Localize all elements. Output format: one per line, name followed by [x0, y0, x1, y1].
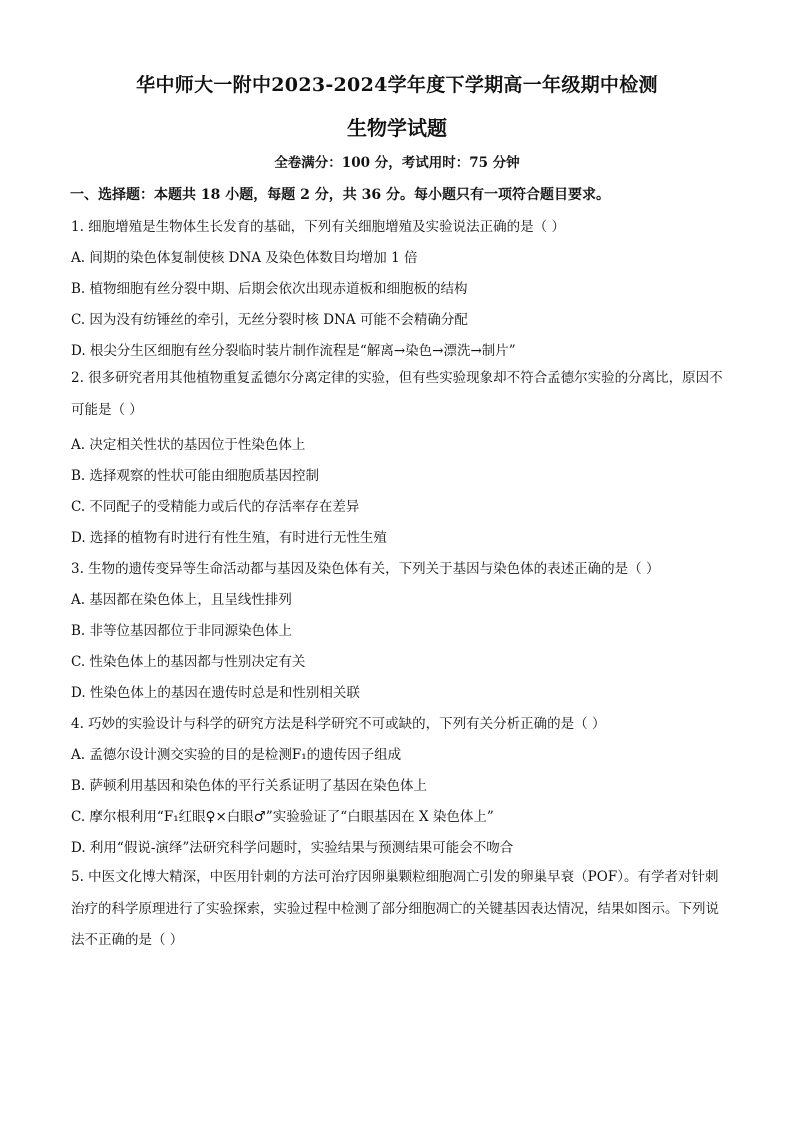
- option-item: C. 性染色体上的基因都与性别决定有关: [71, 654, 306, 670]
- exam-meta: 全卷满分：100 分，考试用时：75 分钟: [274, 155, 520, 171]
- option-item: B. 选择观察的性状可能由细胞质基因控制: [71, 468, 320, 484]
- question-stem: 2. 很多研究者用其他植物重复孟德尔分离定律的实验，但有些实验现象却不符合孟德尔实验的分离比，原因不可能是（ ）: [71, 370, 723, 418]
- page-title: 华中师大一附中2023-2024学年度下学期高一年级期中检测: [136, 74, 658, 96]
- option-item: C. 摩尔根利用“F₁红眼♀×白眼♂”实验验证了“白眼基因在 X 染色体上”: [71, 809, 494, 825]
- option-item: C. 因为没有纺锤丝的牵引，无丝分裂时核 DNA 可能不会精确分配: [71, 312, 468, 328]
- option-item: B. 植物细胞有丝分裂中期、后期会依次出现赤道板和细胞板的结构: [71, 281, 468, 297]
- option-item: A. 孟德尔设计测交实验的目的是检测F₁的遗传因子组成: [71, 747, 402, 763]
- option-item: B. 萨顿利用基因和染色体的平行关系证明了基因在染色体上: [71, 778, 428, 794]
- option-item: A. 间期的染色体复制使核 DNA 及染色体数目均增加 1 倍: [71, 250, 418, 266]
- option-item: D. 性染色体上的基因在遗传时总是和性别相关联: [71, 685, 360, 701]
- option-item: D. 根尖分生区细胞有丝分裂临时装片制作流程是“解离→染色→漂洗→制片”: [71, 343, 516, 359]
- section-heading: 一、选择题：本题共 18 小题，每题 2 分，共 36 分。每小题只有一项符合题目要求。: [70, 187, 610, 203]
- option-item: D. 利用“假说-演绎”法研究科学问题时，实验结果与预测结果可能会不吻合: [71, 840, 514, 856]
- option-item: D. 选择的植物有时进行有性生殖，有时进行无性生殖: [71, 530, 387, 546]
- option-item: C. 不同配子的受精能力或后代的存活率存在差异: [71, 499, 360, 515]
- question-stem: 4. 巧妙的实验设计与科学的研究方法是科学研究不可或缺的，下列有关分析正确的是（ ）: [71, 716, 606, 732]
- question-stem: 3. 生物的遗传变异等生命活动都与基因及染色体有关，下列关于基因与染色体的表述正确的是（ ）: [71, 561, 660, 577]
- option-item: B. 非等位基因都位于非同源染色体上: [71, 623, 293, 639]
- question-stem: 5. 中医文化博大精深，中医用针刺的方法可治疗因卵巢颗粒细胞凋亡引发的卵巢早衰（POF）。有学者对针刺治疗的科学原理进行了实验探索，实验过程中检测了部分细胞凋亡的关键基因表达情况，结果如图示。下列说法不正确的是（ ）: [71, 869, 719, 948]
- option-item: A. 决定相关性状的基因位于性染色体上: [71, 437, 306, 453]
- option-item: A. 基因都在染色体上，且呈线性排列: [71, 592, 292, 608]
- page-subtitle: 生物学试题: [347, 116, 447, 140]
- question-stem: 1. 细胞增殖是生物体生长发育的基础，下列有关细胞增殖及实验说法正确的是（ ）: [71, 219, 565, 235]
